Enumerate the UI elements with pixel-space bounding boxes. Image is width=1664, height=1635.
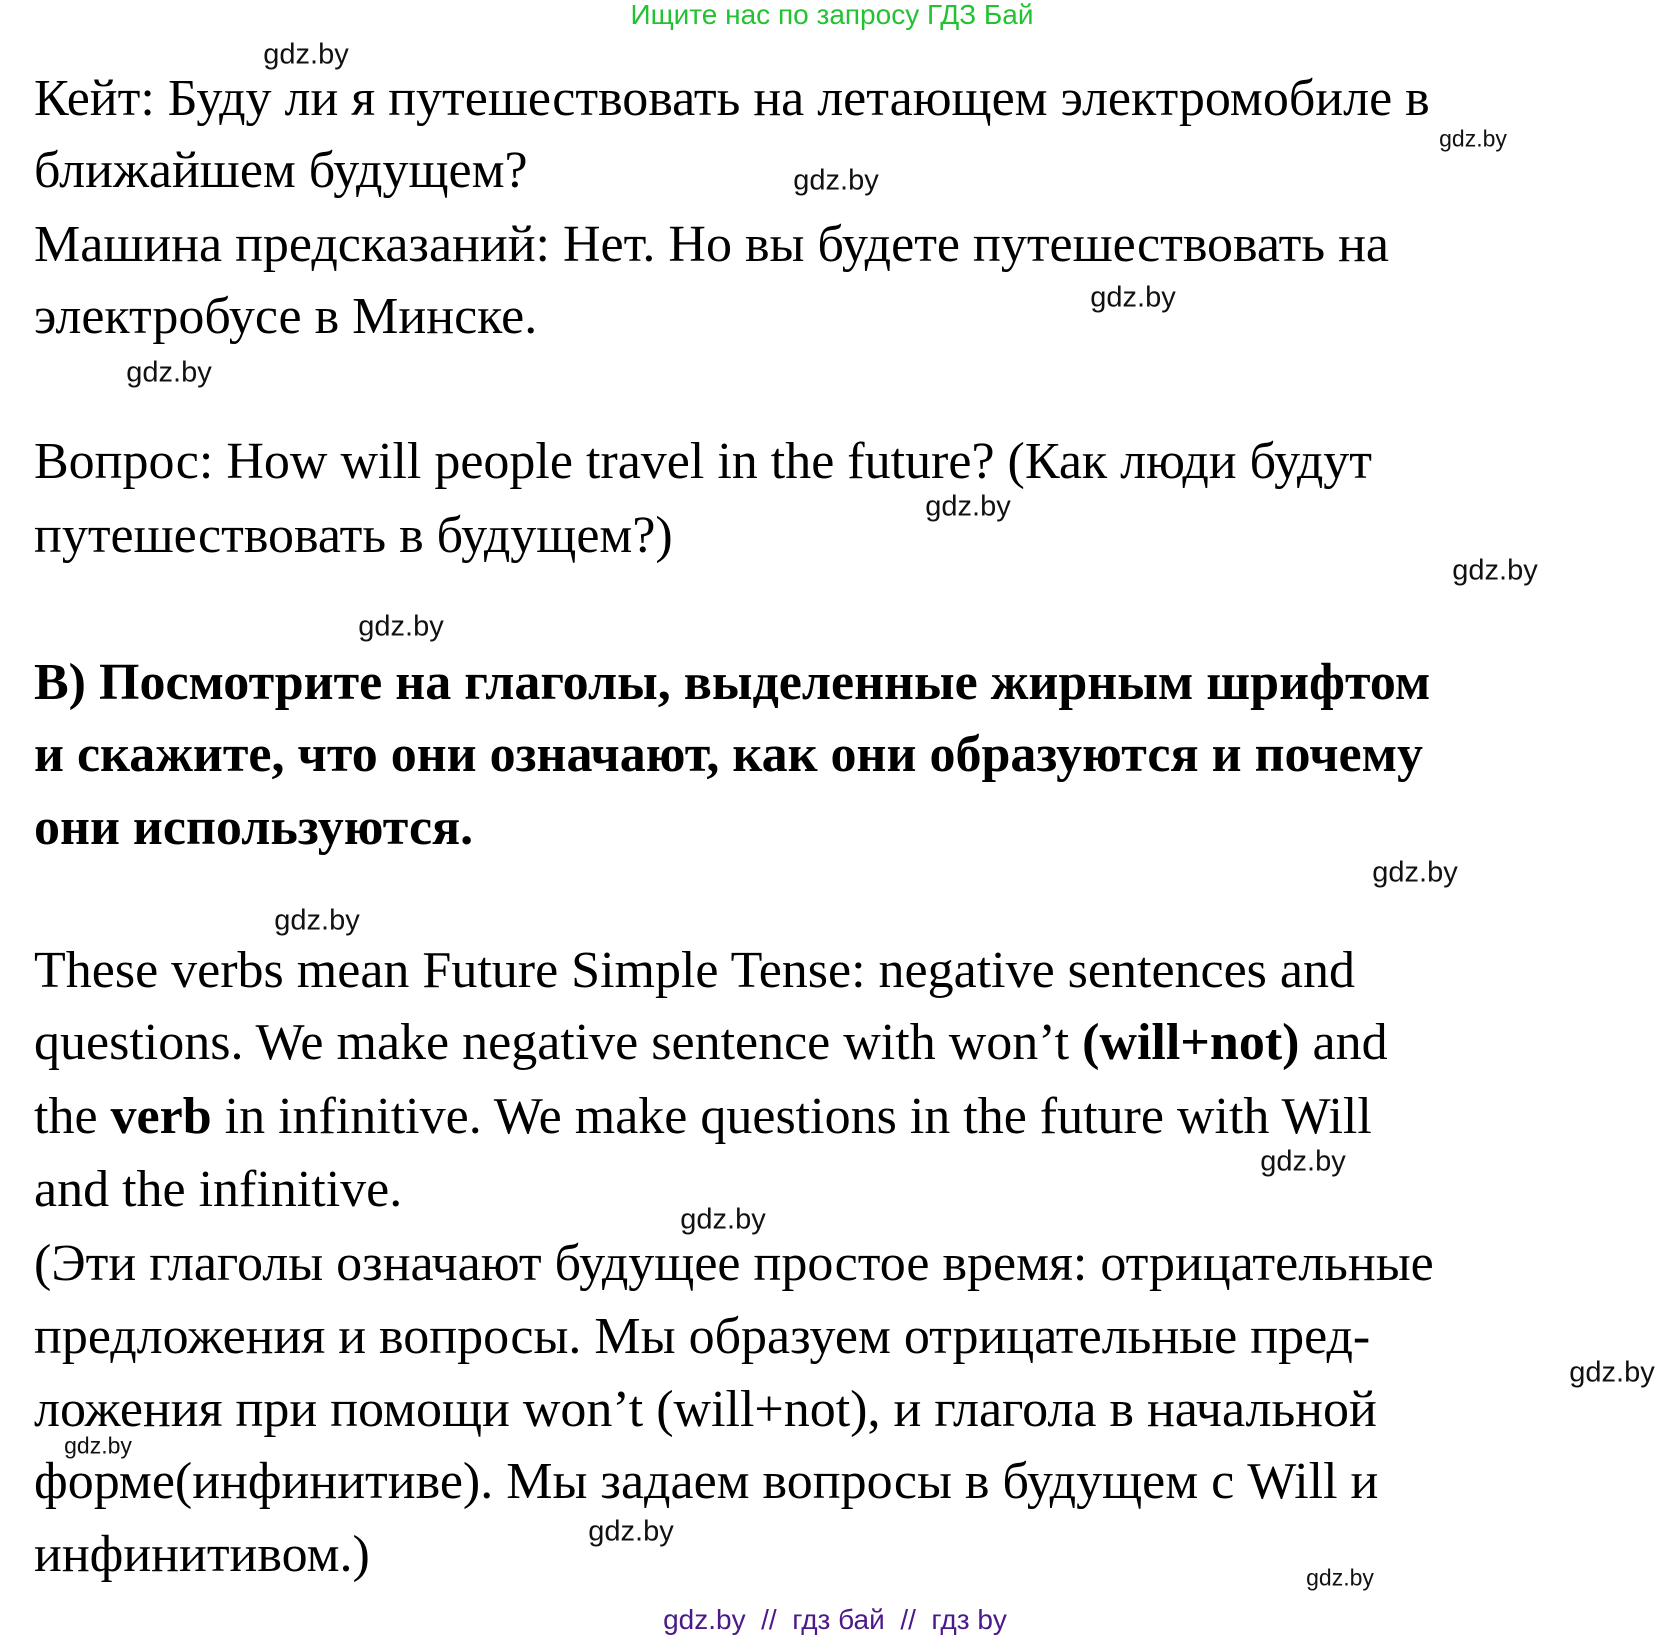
watermark: gdz.by bbox=[1439, 125, 1507, 152]
answer-line bbox=[34, 1088, 1372, 1145]
dialogue-line: Кейт: Буду ли я путешествовать на летающем электромобиле в bbox=[34, 70, 1430, 127]
dialogue-line: Машина предсказаний: Нет. Но вы будете путешествовать на bbox=[34, 216, 1389, 273]
watermark: gdz.by bbox=[1452, 554, 1538, 587]
watermark: gdz.by bbox=[1260, 1145, 1346, 1178]
translation-line: предложения и вопросы. Мы образуем отрицательные пред- bbox=[34, 1308, 1371, 1365]
watermark: gdz.by bbox=[263, 38, 349, 71]
question-line: Вопрос: How will people travel in the future? (Как люди будут bbox=[34, 433, 1373, 490]
watermark: gdz.by bbox=[1569, 1356, 1655, 1389]
watermark: gdz.by bbox=[358, 610, 444, 643]
watermark: gdz.by bbox=[588, 1515, 674, 1548]
answer-text: questions. We make negative sentence with won’t bbox=[34, 1014, 1083, 1071]
answer-text: the bbox=[34, 1088, 111, 1145]
dialogue-line: электробусе в Минске. bbox=[34, 288, 538, 345]
answer-text: in infinitive. We make questions in the future with Will bbox=[211, 1088, 1372, 1145]
question-line: путешествовать в будущем?) bbox=[34, 507, 673, 564]
watermark: gdz.by bbox=[274, 904, 360, 937]
translation-line: ложения при помощи won’t (will+not), и глагола в начальной bbox=[34, 1381, 1377, 1438]
watermark: gdz.by bbox=[1306, 1564, 1374, 1591]
translation-line: (Эти глаголы означают будущее простое время: отрицательные bbox=[34, 1235, 1434, 1292]
answer-bold: verb bbox=[110, 1088, 212, 1145]
watermark: gdz.by bbox=[925, 490, 1011, 523]
watermark: gdz.by bbox=[64, 1432, 132, 1459]
translation-line: форме(инфинитиве). Мы задаем вопросы в будущем с Will и bbox=[34, 1453, 1379, 1510]
task-heading: В) Посмотрите на глаголы, выделенные жирным шрифтом bbox=[34, 654, 1431, 711]
task-heading: и скажите, что они означают, как они образуются и почему bbox=[34, 726, 1424, 783]
answer-bold: (will+not) bbox=[1082, 1014, 1300, 1071]
answer-line: and the infinitive. bbox=[34, 1161, 403, 1218]
watermark: gdz.by bbox=[1372, 856, 1458, 889]
watermark: gdz.by bbox=[126, 356, 212, 389]
watermark: gdz.by bbox=[680, 1203, 766, 1236]
footer-banner: gdz.by // гдз бай // гдз by bbox=[663, 1604, 1007, 1635]
answer-text: and bbox=[1299, 1014, 1388, 1071]
watermark: gdz.by bbox=[1090, 281, 1176, 314]
translation-line: инфинитивом.) bbox=[34, 1526, 370, 1583]
task-heading: они используются. bbox=[34, 799, 474, 856]
watermark: gdz.by bbox=[793, 164, 879, 197]
answer-line bbox=[34, 1014, 1388, 1071]
header-banner: Ищите нас по запросу ГДЗ Бай bbox=[630, 0, 1034, 30]
answer-line: These verbs mean Future Simple Tense: negative sentences and bbox=[34, 942, 1355, 999]
dialogue-line: ближайшем будущем? bbox=[34, 142, 528, 199]
